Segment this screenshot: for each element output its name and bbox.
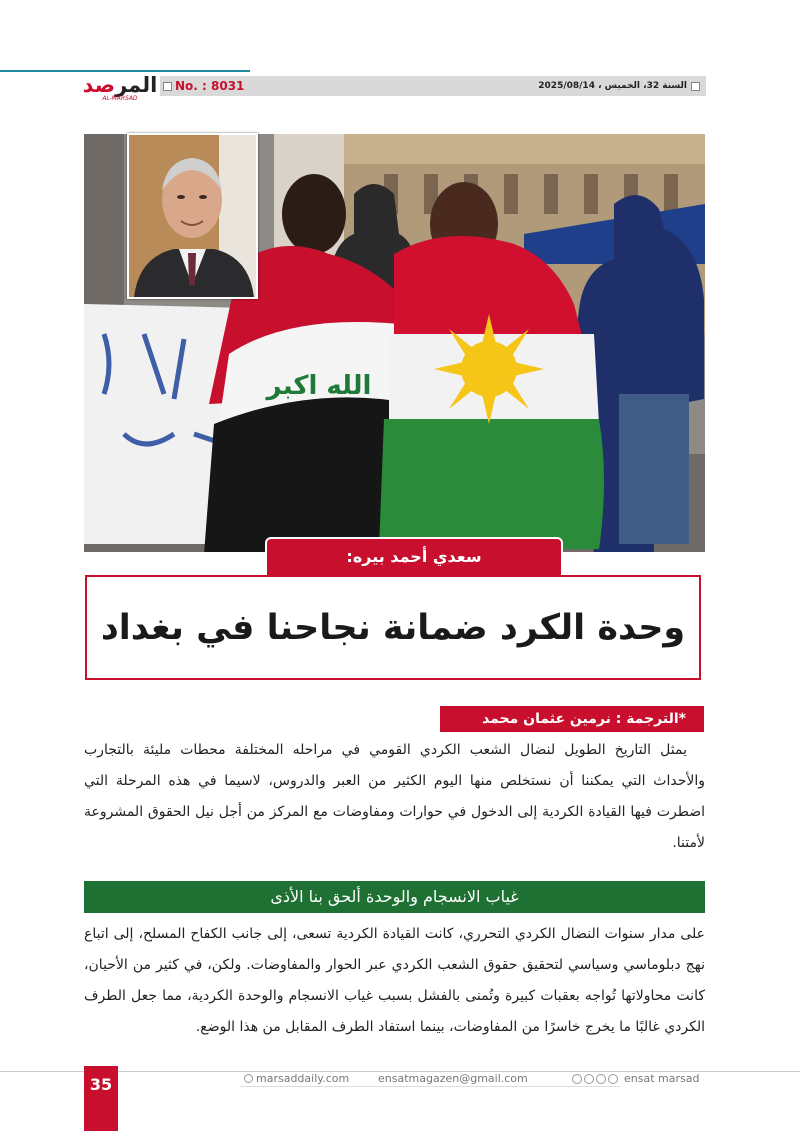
photo-watermark: Saleh Al-Rahid <box>94 531 185 545</box>
article-paragraph-2: على مدار سنوات النضال الكردي التحرري، كانت القيادة الكردية تسعى، إلى جانب الكفاح المسلح، إلى اتباع نهج دبلوماسي وسياسي لتحقيق حقوق الشعب الكردي عبر الحوار والمفاوضات. ولكن، في كثير من الأحيان، كانت محاولاتها تُواجه بعقبات كبيرة وتُمنى بالفشل بسبب غياب الانسجام والوحدة الكردية، مما جعل الطرف الكردي غالبًا ما يخرج خاسرًا من المفاوضات، بينما استفاد الطرف المقابل من هذا الوضع. <box>84 926 705 1035</box>
footer-email[interactable] <box>378 1072 528 1085</box>
youtube-icon[interactable] <box>608 1074 618 1084</box>
twitter-icon[interactable] <box>584 1074 594 1084</box>
email-text: ensatmagazen@gmail.com <box>378 1072 528 1085</box>
globe-icon <box>244 1074 253 1083</box>
author-portrait <box>127 133 258 299</box>
website-text: marsaddaily.com <box>256 1072 350 1085</box>
header-bar <box>160 76 706 96</box>
footer-social[interactable] <box>572 1072 699 1085</box>
logo-english: AL-MARSAD <box>102 95 138 102</box>
footer-divider-secondary <box>240 1086 620 1087</box>
flag-text: الله اكبر <box>266 371 372 401</box>
author-name-tab: سعدي أحمد بيره: <box>265 537 563 579</box>
article-paragraph-1: يمثل التاريخ الطويل لنضال الشعب الكردي القومي في مراحله المختلفة محطات مليئة بالتجارب والأحداث التي يمكننا أن نستخلص منها اليوم الكثير من العبر والدروس، لاسيما في هذه المرحلة التي اضطرت فيها القيادة الكردية إلى الدخول في حوارات ومفاوضات مع المركز من أجل نيل الحقوق المشروعة لأمتنا. <box>84 742 705 851</box>
footer-website[interactable] <box>244 1072 349 1085</box>
section-subheading: غياب الانسجام والوحدة ألحق بنا الأذى <box>84 881 705 913</box>
bullet-square-icon <box>163 82 172 91</box>
logo-arabic: المرصد <box>82 73 158 97</box>
instagram-icon[interactable] <box>596 1074 606 1084</box>
translator-credit: *الترجمة : نرمين عثمان محمد <box>440 706 704 732</box>
social-handle-text: ensat marsad <box>624 1072 700 1085</box>
header-accent-line <box>0 70 250 72</box>
article-headline: وحدة الكرد ضمانة نجاحنا في بغداد <box>85 575 701 680</box>
facebook-icon[interactable] <box>572 1074 582 1084</box>
issue-number-text: No. : 8031 <box>175 79 245 93</box>
masthead-logo[interactable] <box>82 74 158 104</box>
issue-date <box>538 81 706 91</box>
date-text: السنة 32، الخميس ، 2025/08/14 <box>538 81 687 91</box>
bullet-square-icon <box>691 82 700 91</box>
page-number: 35 <box>84 1066 118 1131</box>
issue-number <box>160 79 244 93</box>
